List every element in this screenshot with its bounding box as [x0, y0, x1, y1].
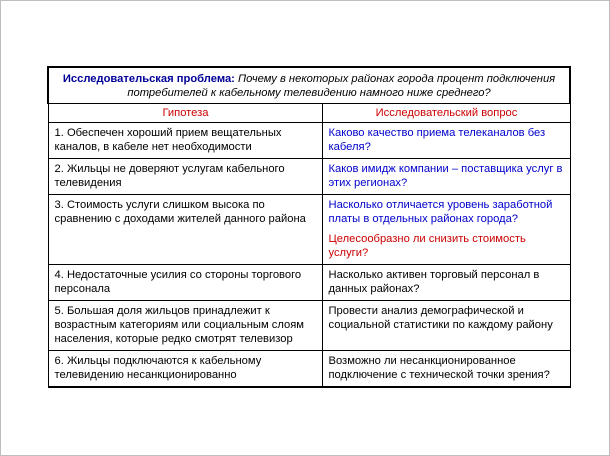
table-row [48, 195, 570, 265]
table-row [48, 351, 570, 388]
question-text: Каково качество приема телеканалов без кабеля? [328, 127, 546, 153]
question-extra-text: Целесообразно ли снизить стоимость услуги? [328, 233, 526, 259]
table-row [48, 159, 570, 195]
hypothesis-cell: 6. Жильцы подключаются к кабельному телевидению несанкционированно [48, 351, 322, 388]
research-table [47, 66, 571, 388]
problem-label: Исследовательская проблема: [62, 73, 235, 85]
column-header-row [48, 104, 570, 123]
table-row [48, 265, 570, 301]
hypothesis-cell: 4. Недостаточные усилия со стороны торгового персонала [48, 265, 322, 301]
question-cell: Насколько активен торговый персонал в данных районах? [322, 265, 570, 301]
question-cell: Возможно ли несанкционированное подключение с технической точки зрения? [322, 351, 570, 388]
question-cell [322, 195, 570, 265]
question-cell: Провести анализ демографической и социальной статистики по каждому району [322, 301, 570, 351]
question-cell [322, 123, 570, 159]
problem-row [48, 67, 570, 104]
table-row [48, 123, 570, 159]
question-text: Каков имидж компании – поставщика услуг в этих регионах? [328, 163, 563, 189]
question-text: Насколько отличается уровень заработной платы в отдельных районах города? [328, 199, 553, 225]
hypothesis-cell: 5. Большая доля жильцов принадлежит к возрастным категориям или социальным слоям населения, которые редко смотрят телевизор [48, 301, 322, 351]
hypothesis-cell: 3. Стоимость услуги слишком высока по сравнению с доходами жителей данного района [48, 195, 322, 265]
problem-text: Почему в некоторых районах города процент подключения потребителей к кабельному телевидению намного ниже среднего? [127, 73, 556, 99]
question-cell [322, 159, 570, 195]
hypothesis-cell: 1. Обеспечен хороший прием вещательных каналов, в кабеле нет необходимости [48, 123, 322, 159]
hypothesis-cell: 2. Жильцы не доверяют услугам кабельного телевидения [48, 159, 322, 195]
column-header-question: Исследовательский вопрос [322, 104, 570, 123]
problem-cell [48, 67, 570, 104]
table-row [48, 301, 570, 351]
column-header-hypothesis: Гипотеза [48, 104, 322, 123]
